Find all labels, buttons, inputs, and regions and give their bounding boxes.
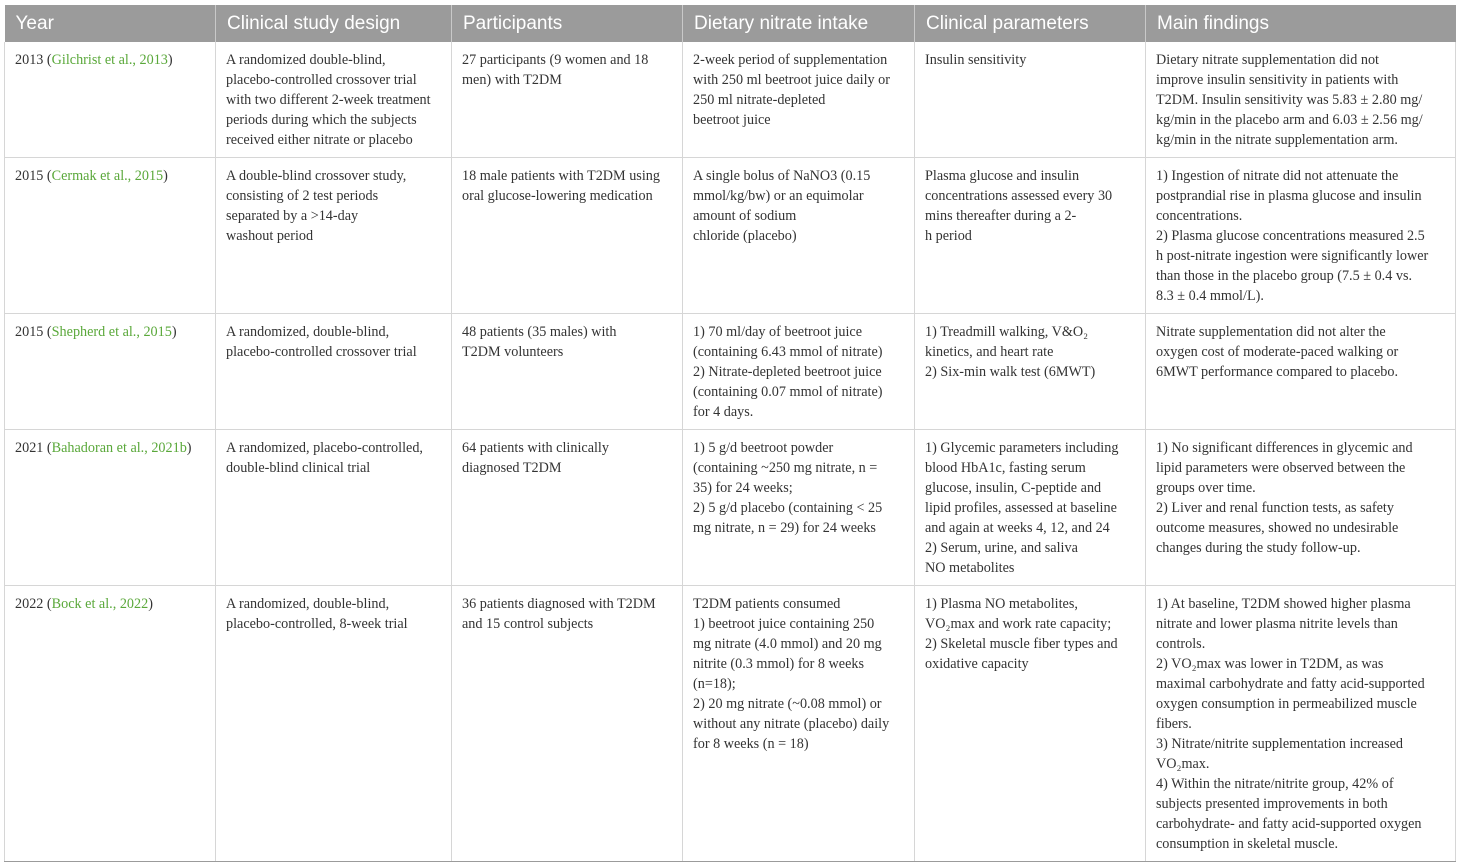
parameters-line: oxidative capacity	[925, 656, 1029, 672]
intake-line: amount of sodium	[693, 208, 797, 224]
parameters-line: lipid profiles, assessed at baseline	[925, 500, 1117, 516]
intake-line: for 4 days.	[693, 404, 754, 420]
findings-line: kg/min in the placebo arm and 6.03 ± 2.56 mg/	[1156, 112, 1423, 128]
participants-line: diagnosed T2DM	[462, 460, 562, 476]
year-value: 2015	[15, 324, 44, 340]
findings-line: nitrate and lower plasma nitrite levels than	[1156, 616, 1398, 632]
participants-line: 48 patients (35 males) with	[462, 324, 617, 340]
participants-line: and 15 control subjects	[462, 616, 594, 632]
findings-cell	[1146, 314, 1456, 430]
intake-line: (containing 6.43 mmol of nitrate)	[693, 344, 883, 360]
findings-line: oxygen cost of moderate-paced walking or	[1156, 344, 1399, 360]
findings-cell	[1146, 430, 1456, 586]
findings-line: outcome measures, showed no undesirable	[1156, 520, 1399, 536]
intake-line: 250 ml nitrate-depleted	[693, 92, 826, 108]
design-cell	[216, 430, 452, 586]
parameters-line: 2) Six-min walk test (6MWT)	[925, 364, 1096, 380]
parameters-line: 1) Plasma NO metabolites,	[925, 596, 1078, 612]
intake-cell	[683, 42, 915, 158]
header-main-findings: Main findings	[1146, 5, 1456, 42]
parameters-line: concentrations assessed every 30	[925, 188, 1113, 204]
intake-line: mg nitrate, n = 29) for 24 weeks	[693, 520, 876, 536]
participants-line: 27 participants (9 women and 18	[462, 52, 649, 68]
intake-line: beetroot juice	[693, 112, 771, 128]
findings-line: carbohydrate- and fatty acid-supported oxygen	[1156, 816, 1422, 832]
participants-line: 18 male patients with T2DM using	[462, 168, 660, 184]
design-line: A double-blind crossover study,	[226, 168, 407, 184]
parameters-line: glucose, insulin, C-peptide and	[925, 480, 1102, 496]
findings-line: improve insulin sensitivity in patients with	[1156, 72, 1399, 88]
intake-line: for 8 weeks (n = 18)	[693, 736, 809, 752]
design-line: with two different 2-week treatment	[226, 92, 431, 108]
design-line: A randomized, double-blind,	[226, 596, 390, 612]
design-line: consisting of 2 test periods	[226, 188, 379, 204]
parameters-line: 1) Glycemic parameters including	[925, 440, 1119, 456]
findings-line: oxygen consumption in permeabilized muscle	[1156, 696, 1417, 712]
intake-line: 1) 70 ml/day of beetroot juice	[693, 324, 863, 340]
findings-line: Dietary nitrate supplementation did not	[1156, 52, 1380, 68]
findings-line: than those in the placebo group (7.5 ± 0.4 vs.	[1156, 268, 1413, 284]
intake-cell	[683, 586, 915, 862]
parameters-line: Insulin sensitivity	[925, 52, 1027, 68]
participants-cell	[452, 314, 683, 430]
participants-cell	[452, 430, 683, 586]
header-row	[5, 5, 1456, 42]
findings-line: 6MWT performance compared to placebo.	[1156, 364, 1399, 380]
parameters-line: h period	[925, 228, 972, 244]
intake-line: (n=18);	[693, 676, 736, 692]
reference-link[interactable]: Shepherd et al., 2015	[51, 324, 172, 340]
parameters-line: 2) Serum, urine, and saliva	[925, 540, 1078, 556]
parameters-line: NO metabolites	[925, 560, 1015, 576]
findings-line: VO₂max.	[1156, 756, 1210, 772]
design-line: washout period	[226, 228, 314, 244]
parameters-cell	[915, 314, 1146, 430]
header-participants: Participants	[452, 5, 683, 42]
design-line: placebo-controlled crossover trial	[226, 72, 417, 88]
year-value: 2013	[15, 52, 44, 68]
findings-line: maximal carbohydrate and fatty acid-supported	[1156, 676, 1425, 692]
parameters-line: VO₂max and work rate capacity;	[925, 616, 1112, 632]
findings-line: lipid parameters were observed between the	[1156, 460, 1406, 476]
design-cell	[216, 586, 452, 862]
table-row	[5, 314, 1456, 430]
findings-line: 2) VO₂max was lower in T2DM, as was	[1156, 656, 1384, 672]
header-year: Year	[5, 5, 216, 42]
design-cell	[216, 158, 452, 314]
findings-line: 1) No significant differences in glycemic and	[1156, 440, 1413, 456]
findings-cell	[1146, 42, 1456, 158]
design-line: placebo-controlled crossover trial	[226, 344, 417, 360]
findings-line: 2) Liver and renal function tests, as safety	[1156, 500, 1394, 516]
year-cell: 2013 (Gilchrist et al., 2013)	[5, 42, 216, 158]
findings-line: 4) Within the nitrate/nitrite group, 42% of	[1156, 776, 1394, 792]
year-cell: 2015 (Shepherd et al., 2015)	[5, 314, 216, 430]
parameters-line: and again at weeks 4, 12, and 24	[925, 520, 1110, 536]
findings-line: controls.	[1156, 636, 1206, 652]
findings-line: subjects presented improvements in both	[1156, 796, 1388, 812]
year-value: 2021	[15, 440, 44, 456]
findings-cell	[1146, 586, 1456, 862]
intake-line: (containing ~250 mg nitrate, n =	[693, 460, 878, 476]
header-study-design: Clinical study design	[216, 5, 452, 42]
design-line: periods during which the subjects	[226, 112, 417, 128]
header-dietary-nitrate-intake: Dietary nitrate intake	[683, 5, 915, 42]
table-row	[5, 586, 1456, 862]
parameters-cell	[915, 586, 1146, 862]
reference-link[interactable]: Bock et al., 2022	[51, 596, 149, 612]
findings-line: Nitrate supplementation did not alter the	[1156, 324, 1386, 340]
participants-line: oral glucose-lowering medication	[462, 188, 653, 204]
participants-cell	[452, 42, 683, 158]
findings-line: 8.3 ± 0.4 mmol/L).	[1156, 288, 1264, 304]
year-cell: 2015 (Cermak et al., 2015)	[5, 158, 216, 314]
design-line: A randomized double-blind,	[226, 52, 386, 68]
year-cell: 2021 (Bahadoran et al., 2021b)	[5, 430, 216, 586]
table-row	[5, 430, 1456, 586]
findings-line: kg/min in the nitrate supplementation arm.	[1156, 132, 1398, 148]
parameters-line: 1) Treadmill walking, V&O₂	[925, 324, 1089, 340]
intake-line: nitrite (0.3 mmol) for 8 weeks	[693, 656, 864, 672]
findings-line: consumption in skeletal muscle.	[1156, 836, 1339, 852]
findings-line: 1) Ingestion of nitrate did not attenuate the	[1156, 168, 1399, 184]
participants-line: T2DM volunteers	[462, 344, 564, 360]
design-line: separated by a >14-day	[226, 208, 359, 224]
parameters-line: blood HbA1c, fasting serum	[925, 460, 1086, 476]
intake-line: 2) 5 g/d placebo (containing < 25	[693, 500, 883, 516]
parameters-line: kinetics, and heart rate	[925, 344, 1054, 360]
intake-cell	[683, 314, 915, 430]
design-line: placebo-controlled, 8-week trial	[226, 616, 408, 632]
design-line: received either nitrate or placebo	[226, 132, 413, 148]
findings-line: h post-nitrate ingestion were significantly lower	[1156, 248, 1429, 264]
year-value: 2022	[15, 596, 44, 612]
participants-line: 36 patients diagnosed with T2DM	[462, 596, 656, 612]
findings-line: fibers.	[1156, 716, 1192, 732]
intake-line: 2-week period of supplementation	[693, 52, 888, 68]
table-row	[5, 158, 1456, 314]
header-clinical-parameters: Clinical parameters	[915, 5, 1146, 42]
reference-link[interactable]: Bahadoran et al., 2021b	[51, 440, 187, 456]
intake-line: 2) Nitrate-depleted beetroot juice	[693, 364, 882, 380]
findings-line: 2) Plasma glucose concentrations measured 2.5	[1156, 228, 1425, 244]
intake-line: A single bolus of NaNO3 (0.15	[693, 168, 871, 184]
parameters-line: 2) Skeletal muscle fiber types and	[925, 636, 1118, 652]
intake-line: chloride (placebo)	[693, 228, 797, 244]
intake-cell	[683, 430, 915, 586]
reference-link[interactable]: Cermak et al., 2015	[51, 168, 164, 184]
year-value: 2015	[15, 168, 44, 184]
clinical-trials-table	[4, 5, 1456, 862]
parameters-cell	[915, 158, 1146, 314]
table-row	[5, 42, 1456, 158]
intake-line: 1) beetroot juice containing 250	[693, 616, 875, 632]
intake-line: without any nitrate (placebo) daily	[693, 716, 890, 732]
design-line: A randomized, placebo-controlled,	[226, 440, 423, 456]
intake-line: mg nitrate (4.0 mmol) and 20 mg	[693, 636, 882, 652]
participants-cell	[452, 158, 683, 314]
parameters-line: mins thereafter during a 2-	[925, 208, 1077, 224]
intake-line: 2) 20 mg nitrate (~0.08 mmol) or	[693, 696, 882, 712]
intake-line: (containing 0.07 mmol of nitrate)	[693, 384, 883, 400]
intake-line: 1) 5 g/d beetroot powder	[693, 440, 834, 456]
intake-line: mmol/kg/bw) or an equimolar	[693, 188, 864, 204]
participants-line: men) with T2DM	[462, 72, 562, 88]
reference-link[interactable]: Gilchrist et al., 2013	[51, 52, 168, 68]
findings-line: postprandial rise in plasma glucose and insulin	[1156, 188, 1422, 204]
findings-line: concentrations.	[1156, 208, 1243, 224]
design-cell	[216, 42, 452, 158]
design-cell	[216, 314, 452, 430]
intake-line: 35) for 24 weeks;	[693, 480, 793, 496]
findings-line: 1) At baseline, T2DM showed higher plasma	[1156, 596, 1411, 612]
year-cell: 2022 (Bock et al., 2022)	[5, 586, 216, 862]
participants-cell	[452, 586, 683, 862]
intake-cell	[683, 158, 915, 314]
parameters-cell	[915, 42, 1146, 158]
design-line: A randomized, double-blind,	[226, 324, 390, 340]
findings-line: T2DM. Insulin sensitivity was 5.83 ± 2.80 mg/	[1156, 92, 1423, 108]
intake-line: T2DM patients consumed	[693, 596, 841, 612]
findings-line: 3) Nitrate/nitrite supplementation increased	[1156, 736, 1404, 752]
findings-line: changes during the study follow-up.	[1156, 540, 1361, 556]
findings-line: groups over time.	[1156, 480, 1256, 496]
intake-line: with 250 ml beetroot juice daily or	[693, 72, 891, 88]
participants-line: 64 patients with clinically	[462, 440, 609, 456]
parameters-cell	[915, 430, 1146, 586]
parameters-line: Plasma glucose and insulin	[925, 168, 1080, 184]
design-line: double-blind clinical trial	[226, 460, 371, 476]
findings-cell	[1146, 158, 1456, 314]
